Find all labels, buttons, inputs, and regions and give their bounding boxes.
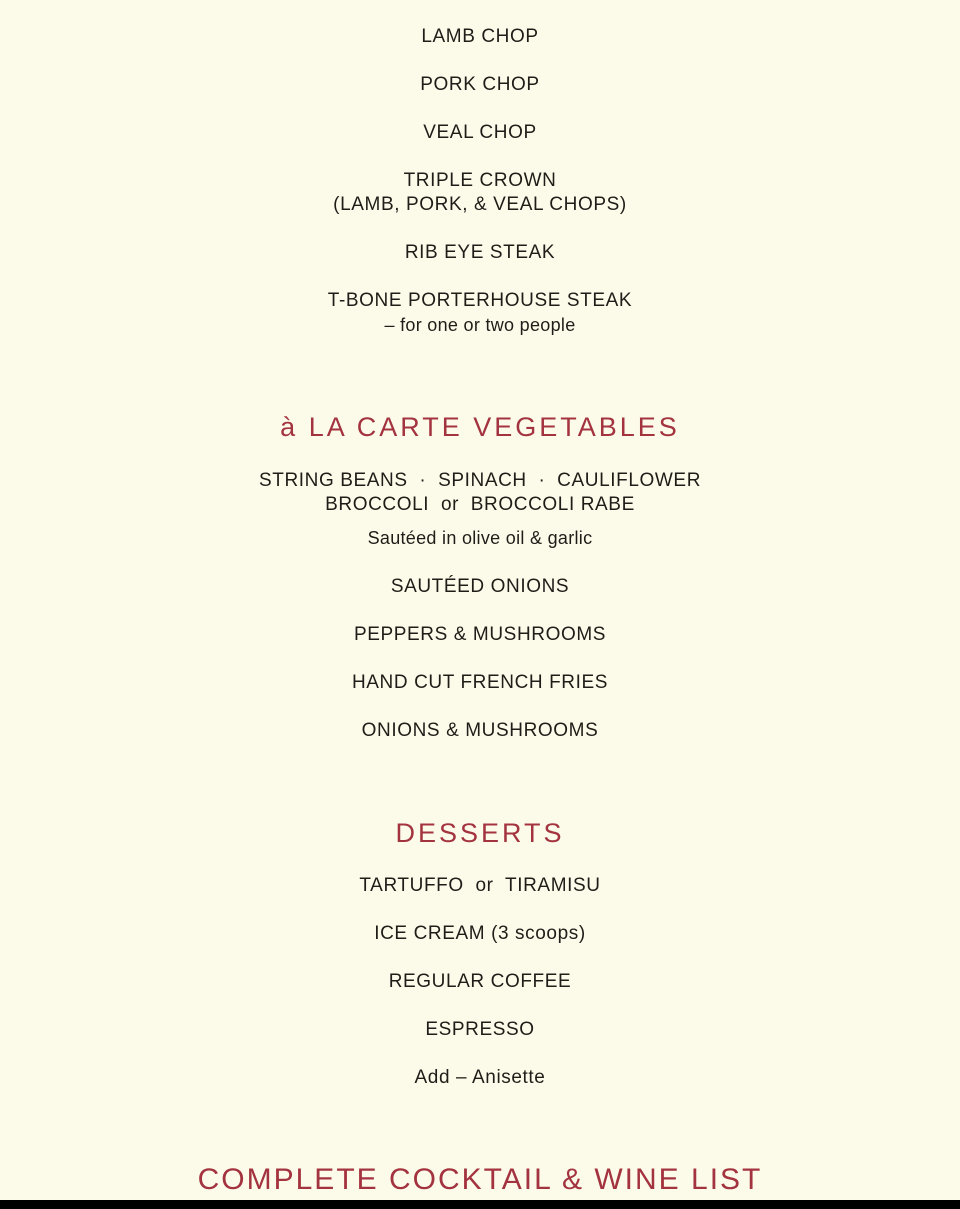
bottom-edge-bar xyxy=(0,1200,960,1209)
menu-item-onions-mushrooms: ONIONS & MUSHROOMS xyxy=(361,720,599,741)
menu-item-tartuffo-tiramisu: TARTUFFO or TIRAMISU xyxy=(359,875,601,896)
menu-item-add-anisette: Add – Anisette xyxy=(414,1067,546,1088)
menu-item-triple-crown-note: (LAMB, PORK, & VEAL CHOPS) xyxy=(333,194,627,215)
menu-item-regular-coffee: REGULAR COFFEE xyxy=(388,971,572,992)
menu-item-tbone-porterhouse: T-BONE PORTERHOUSE STEAK xyxy=(327,290,633,311)
menu-item-pork-chop: PORK CHOP xyxy=(420,74,540,95)
vegetables-preparation-note: Sautéed in olive oil & garlic xyxy=(367,528,593,548)
menu-item-peppers-mushrooms: PEPPERS & MUSHROOMS xyxy=(353,624,607,645)
menu-item-hand-cut-french-fries: HAND CUT FRENCH FRIES xyxy=(351,672,609,693)
menu-item-veal-chop: VEAL CHOP xyxy=(423,122,537,143)
menu-item-triple-crown: TRIPLE CROWN xyxy=(403,170,557,191)
section-heading-desserts: DESSERTS xyxy=(395,818,565,848)
menu-item-ice-cream: ICE CREAM (3 scoops) xyxy=(374,923,586,944)
section-heading-vegetables: à LA CARTE VEGETABLES xyxy=(280,412,680,442)
menu-item-tbone-note: – for one or two people xyxy=(384,315,576,335)
menu-item-sauteed-onions: SAUTÉED ONIONS xyxy=(390,576,570,597)
menu-item-lamb-chop: LAMB CHOP xyxy=(421,26,539,47)
cocktail-wine-list-line: COMPLETE COCKTAIL & WINE LIST xyxy=(197,1163,763,1196)
menu-item-espresso: ESPRESSO xyxy=(425,1019,535,1040)
menu-item-rib-eye-steak: RIB EYE STEAK xyxy=(404,242,556,263)
menu-item-vegetables-combo-1: STRING BEANS · SPINACH · CAULIFLOWER xyxy=(258,470,702,491)
menu-item-vegetables-combo-2: BROCCOLI or BROCCOLI RABE xyxy=(325,494,635,515)
